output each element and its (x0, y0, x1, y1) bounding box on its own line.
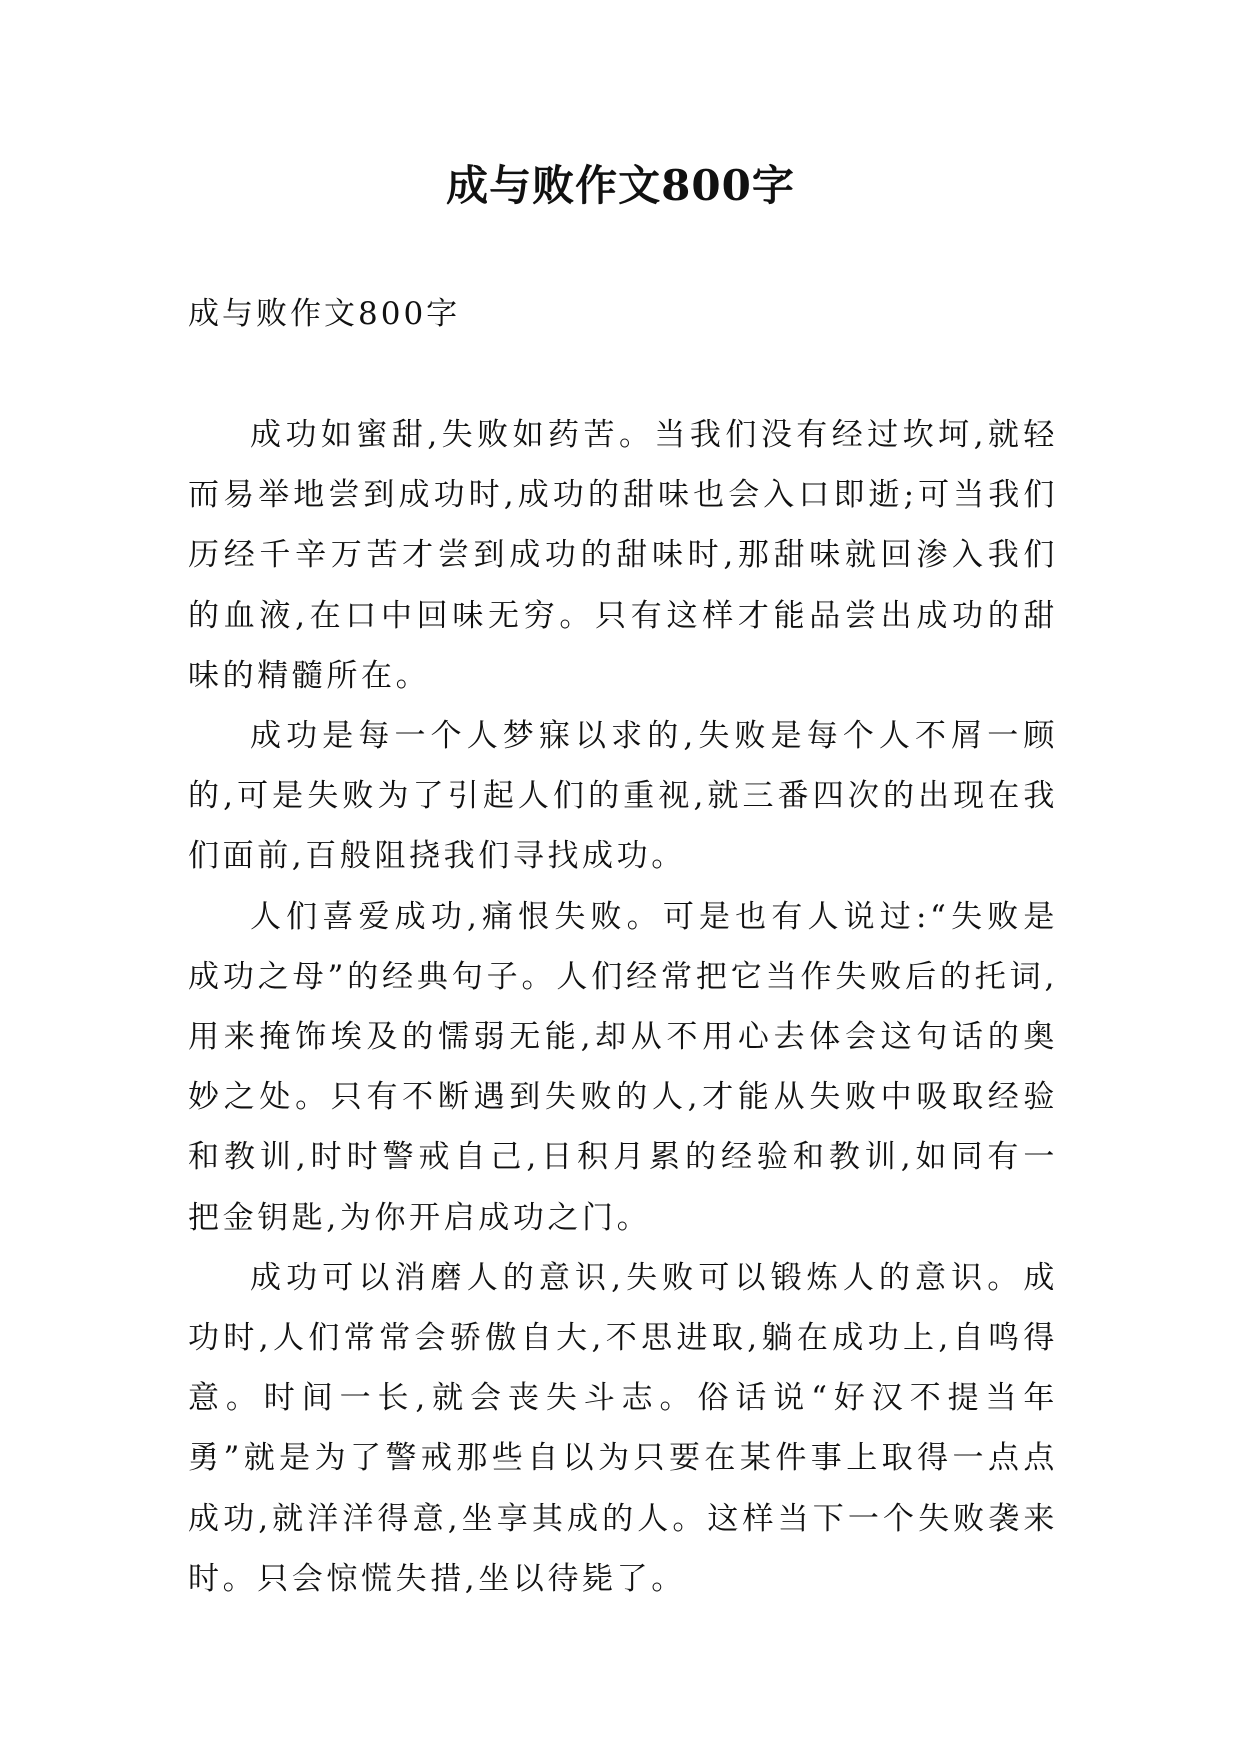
paragraph: 人们喜爱成功,痛恨失败。可是也有人说过:“失败是成功之母”的经典句子。人们经常把它当作失败后的托词,用来掩饰埃及的懦弱无能,却从不用心去体会这句话的奥妙之处。只有不断遇到失败的人,才能从失败中吸取经验和教训,时时警戒自己,日积月累的经验和教训,如同有一把金钥匙,为你开启成功之门。 (188, 898, 1058, 1236)
document-body (188, 405, 1058, 1609)
paragraph: 成功可以消磨人的意识,失败可以锻炼人的意识。成功时,人们常常会骄傲自大,不思进取,躺在成功上,自鸣得意。时间一长,就会丧失斗志。俗话说“好汉不提当年勇”就是为了警戒那些自以为只要在某件事上取得一点点成功,就洋洋得意,坐享其成的人。这样当下一个失败袭来时。只会惊慌失措,坐以待毙了。 (188, 1259, 1058, 1597)
document-title: 成与败作文800字 (446, 161, 795, 210)
document-subtitle: 成与败作文800字 (188, 296, 461, 332)
paragraph: 成功是每一个人梦寐以求的,失败是每个人不屑一顾的,可是失败为了引起人们的重视,就三番四次的出现在我们面前,百般阻挠我们寻找成功。 (188, 718, 1058, 875)
paragraph: 成功如蜜甜,失败如药苦。当我们没有经过坎坷,就轻而易举地尝到成功时,成功的甜味也会入口即逝;可当我们历经千辛万苦才尝到成功的甜味时,那甜味就回渗入我们的血液,在口中回味无穷。只有这样才能品尝出成功的甜味的精髓所在。 (188, 417, 1058, 694)
